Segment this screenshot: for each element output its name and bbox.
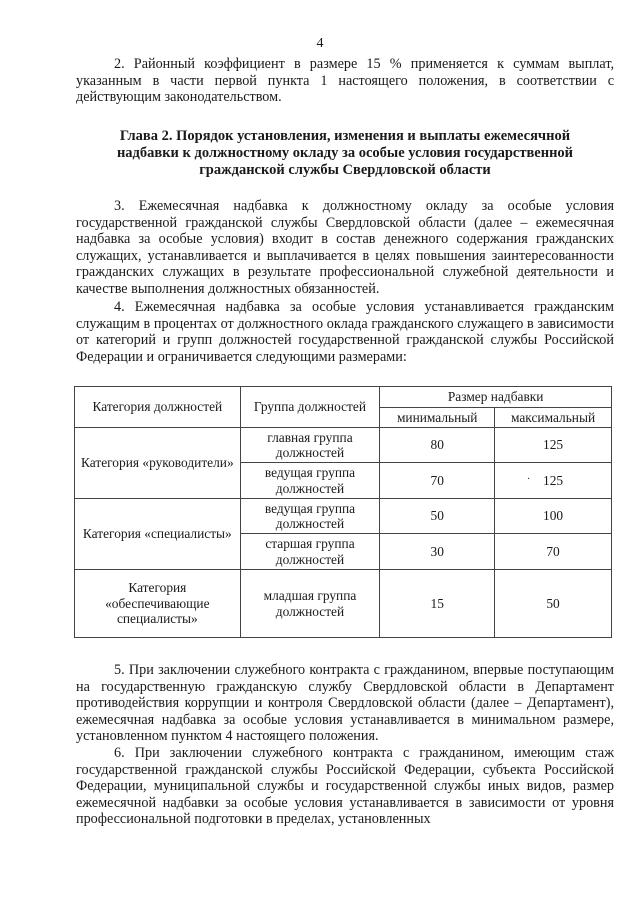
table-row [75,570,612,638]
table-row [75,499,612,534]
paragraph-6: 6. При заключении служебного контракта с гражданином, имеющим стаж государственной гражданской службы Российской Федерации, субъекта Российской Федерации, муниципальной службы и государственной службы иных видов, размер ежемесячной надбавки за особые условия устанавливается в зависимости от уровня профессиональной подготовки в пределах, установленных [76,745,614,827]
min-cell: 15 [380,570,495,638]
min-cell: 70 [380,463,495,499]
min-cell: 80 [380,428,495,463]
header-category: Категория должностей [75,387,241,428]
min-cell: 30 [380,534,495,570]
group-cell: главная группа должностей [240,428,380,463]
header-max: максимальный [495,408,612,428]
header-group: Группа должностей [240,387,380,428]
table-row [75,428,612,463]
header-size: Размер надбавки [380,387,612,408]
group-cell: ведущая группа должностей [240,463,380,499]
category-cell: Категория «обеспечивающие специалисты» [75,570,241,638]
chapter-heading: Глава 2. Порядок установления, изменения и выплаты ежемесячной надбавки к должностному окладу за особые условия государственной гражданской службы Свердловской области [116,128,574,178]
paragraph-5: 5. При заключении служебного контракта с гражданином, впервые поступающим на государственную гражданскую службу Свердловской области в Департамент противодействия коррупции и контроля Свердловской области (далее – Департамент), ежемесячная надбавка за особые условия устанавливается в минимальном размере, установленном пунктом 4 настоящего положения. [76,662,614,744]
page-number: 4 [316,36,324,51]
paragraph-3: 3. Ежемесячная надбавка к должностному окладу за особые условия государственной гражданской службы Свердловской области (далее – ежемесячная надбавка за особые условия) входит в состав денежного содержания гражданских служащих, устанавливается и выплачивается в целях повышения заинтересованности гражданских служащих в результате профессиональной служебной деятельности и качестве выполнения должностных обязанностей. [76,198,614,297]
allowance-table [74,386,612,638]
scan-speck: · [527,474,531,485]
paragraph-2: 2. Районный коэффициент в размере 15 % применяется к суммам выплат, указанным в части первой пункта 1 настоящего положения, в соответствии с действующим законодательством. [76,56,614,105]
category-cell: Категория «руководители» [75,428,241,499]
header-min: минимальный [380,408,495,428]
max-cell: 125 [495,463,612,499]
max-cell: 125 [495,428,612,463]
group-cell: младшая группа должностей [240,570,380,638]
max-cell: 50 [495,570,612,638]
paragraph-4: 4. Ежемесячная надбавка за особые условия устанавливается гражданским служащим в процентах от должностного оклада гражданского служащего в зависимости от категорий и групп должностей государственной гражданской службы Российской Федерации и ограничивается следующими размерами: [76,299,614,365]
group-cell: ведущая группа должностей [240,499,380,534]
group-cell: старшая группа должностей [240,534,380,570]
max-cell: 70 [495,534,612,570]
max-cell: 100 [495,499,612,534]
min-cell: 50 [380,499,495,534]
category-cell: Категория «специалисты» [75,499,241,570]
